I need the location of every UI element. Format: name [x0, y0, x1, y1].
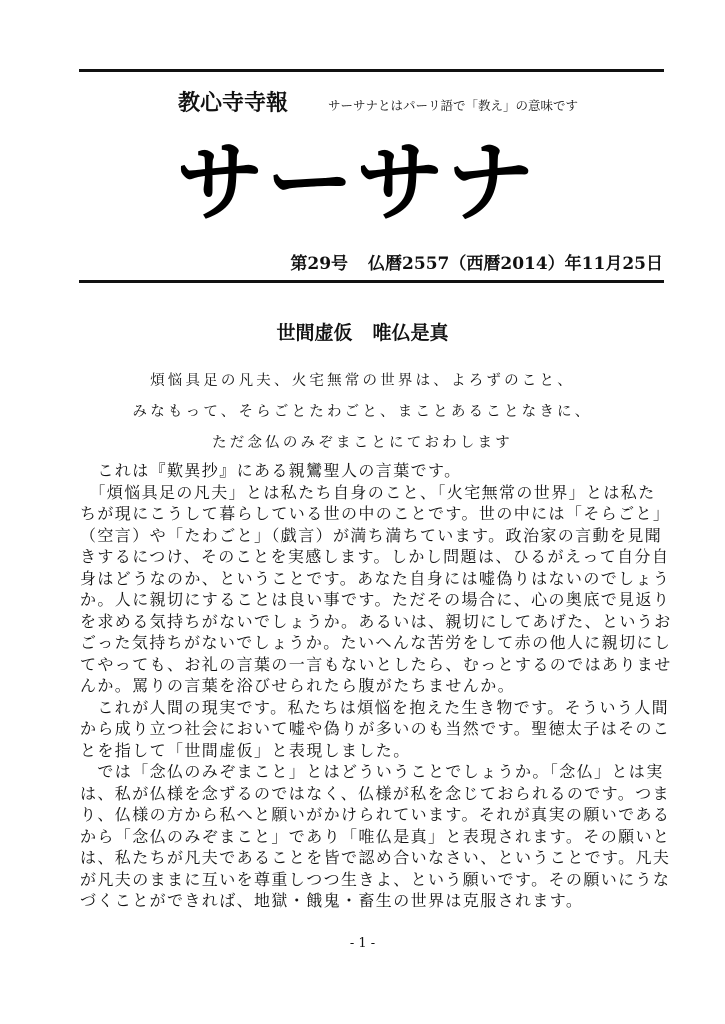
- article-title-part1: 世間虚仮: [276, 322, 353, 344]
- verse-line: ただ念仏のみぞまことにておわします: [212, 435, 513, 451]
- body-line: てやっても、お礼の言葉の一言もないとしたら、むっとするのではありませ: [80, 654, 672, 674]
- issue-date: 仏暦2557（西暦2014）年11月25日: [368, 254, 663, 274]
- article-title: [0, 318, 725, 345]
- body-line: り、仏様の方から私へと願いがかけられています。それが真実の願いである: [80, 805, 671, 824]
- body-line: 身はどうなのか、ということです。あなた自身には嘘偽りはないのでしょう: [80, 568, 671, 588]
- body-line: ちが現にこうして暮らしている世の中のことです。世の中には「そらごと」: [80, 504, 671, 523]
- newsletter-title: サーサナ: [176, 130, 537, 234]
- body-line: これが人間の現実です。私たちは煩悩を抱えた生き物です。そういう人間: [80, 697, 670, 717]
- verse-line: 煩悩具足の凡夫、火宅無常の世界は、よろずのこと、: [150, 373, 575, 389]
- body-line: が凡夫のままに互いを尊重しつつ生きよ、という願いです。その願いにうな: [80, 869, 671, 889]
- article-body: [80, 460, 670, 912]
- body-line: とを指して「世間虚仮」と表現しました。: [80, 740, 411, 760]
- tagline: サーサナとはパーリ語で「教え」の意味です: [328, 98, 579, 113]
- article-title-part2: 唯仏是真: [372, 322, 449, 344]
- body-line: は、私たちが凡夫であることを皆で認め合いなさい、ということです。凡夫: [80, 848, 671, 867]
- body-line: 「煩悩具足の凡夫」とは私たち自身のこと、「火宅無常の世界」とは私た: [80, 482, 656, 502]
- quoted-verse: [0, 366, 725, 459]
- verse-line: みなもって、そらごとたわごと、まことあることなきに、: [132, 404, 593, 420]
- body-line: きするにつけ、そのことを実感します。しかし問題は、ひるがえって自分自: [80, 547, 670, 566]
- body-line: では「念仏のみぞまこと」とはどういうことでしょうか。「念仏」とは実: [80, 762, 664, 781]
- body-line: づくことができれば、地獄・餓鬼・畜生の世界は克服されます。: [80, 891, 584, 910]
- header-bottom-rule: [79, 280, 664, 283]
- body-line: んか。罵りの言葉を浴びせられたら腹がたちませんか。: [80, 676, 516, 695]
- body-line: これは『歎異抄』にある親鸞聖人の言葉です。: [80, 461, 462, 480]
- body-line: （空言）や「たわごと」（戯言）が満ち満ちています。政治家の言動を見聞: [80, 525, 663, 545]
- body-line: から成り立つ社会において嘘や偽りが多いのも当然です。聖徳太子はそのこ: [80, 719, 671, 738]
- page-number: - 1 -: [349, 936, 376, 951]
- body-line: を求める気持ちがないでしょうか。あるいは、親切にしてあげた、というお: [80, 611, 672, 631]
- body-line: ごった気持ちがないでしょうか。たいへんな苦労をして赤の他人に親切にし: [80, 633, 672, 652]
- body-line: から「念仏のみぞまこと」であり「唯仏是真」と表現されます。その願いと: [80, 826, 671, 846]
- body-line: か。人に親切にすることは良い事です。ただその場合に、心の奥底で見返り: [80, 590, 671, 609]
- newsletter-name: 教心寺寺報: [178, 91, 289, 116]
- body-line: は、私が仏様を念ずるのではなく、仏様が私を念じておられるのです。つま: [80, 783, 671, 803]
- issue-number: 第29号: [290, 254, 349, 274]
- top-rule: [79, 69, 664, 72]
- issue-info: [290, 249, 663, 274]
- masthead: [178, 86, 578, 117]
